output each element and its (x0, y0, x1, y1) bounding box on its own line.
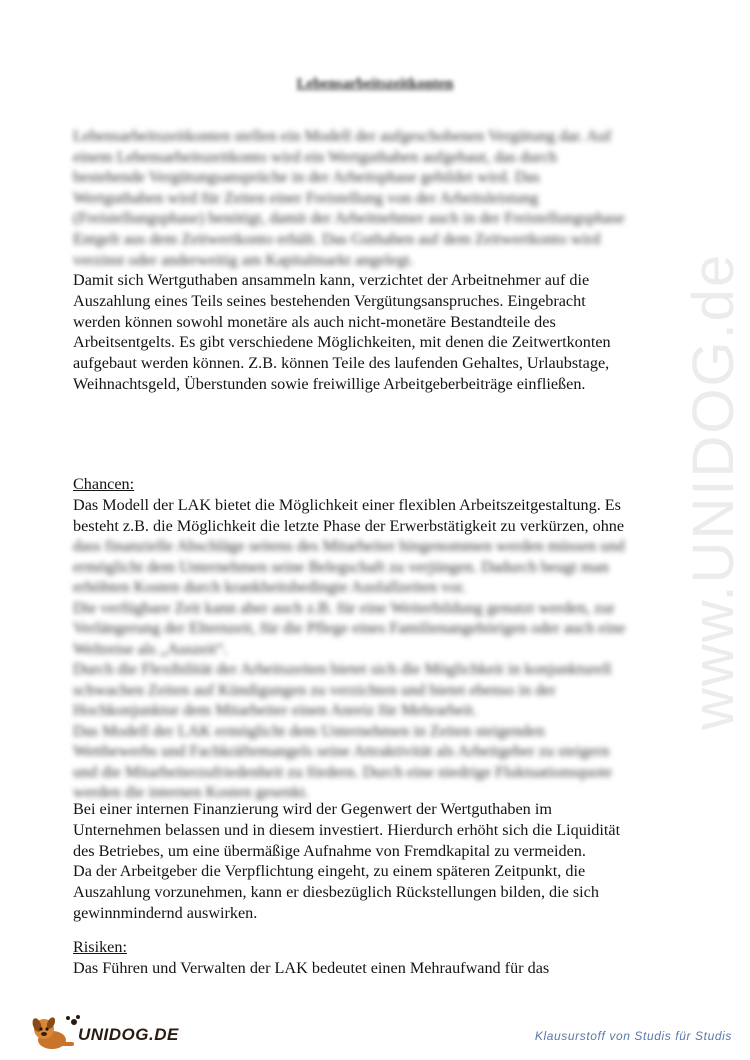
text-line: des Betriebes, um eine übermäßige Aufnahme von Fremdkapital zu vermeiden. (73, 841, 586, 860)
chancen-paragraph-blurred (73, 536, 683, 803)
text-line: werden die internen Kosten gesenkt. (73, 783, 309, 801)
dog-mascot-icon (28, 1012, 80, 1052)
chancen-section (73, 474, 683, 536)
text-line: Bei einer internen Finanzierung wird der Gegenwert der Wertguthaben im (73, 800, 552, 818)
text-line: besteht z.B. die Möglichkeit die letzte Phase der Erwerbstätigkeit zu verkürzen, ohne (73, 516, 625, 535)
text-line: einem Lebensarbeitszeitkonto wird ein Wertguthaben aufgebaut, das durch (73, 147, 557, 166)
text-line: ermöglicht dem Unternehmen seine Belegschaft zu verjüngen. Dadurch beugt man (73, 557, 609, 576)
text-line: Hochkonjunktur dem Mitarbeiter einen Anreiz für Mehrarbeit. (73, 701, 478, 719)
intro-paragraph (73, 270, 683, 395)
text-line: erhöhten Kosten durch krankheitsbedingte Ausfallzeiten vor. (73, 578, 466, 596)
text-line: Verlängerung der Elternzeit, für die Pflege eines Familienangehörigen oder auch eine (73, 619, 626, 637)
chancen-paragraph (73, 799, 683, 924)
text-line: Die verfügbare Zeit kann aber auch z.B. für eine Weiterbildung genutzt werden, zur (73, 598, 615, 617)
text-line: Das Modell der LAK bietet die Möglichkeit einer flexiblen Arbeitszeitgestaltung. Es (73, 495, 621, 514)
text-line: Weltreise als „Auszeit“. (73, 639, 228, 658)
text-line: Entgelt aus dem Zeitwertkonto erhält. Das Guthaben auf dem Zeitwertkonto wird (73, 229, 601, 248)
text-line: gewinnmindernd auswirken. (73, 903, 258, 922)
text-line: werden können sowohl monetäre als auch nicht-monetäre Bestandteile des (73, 312, 556, 331)
risiken-section (73, 937, 683, 979)
text-line: Das Modell der LAK ermöglicht dem Unternehmen in Zeiten steigenden (73, 721, 545, 740)
text-line: schwachen Zeiten auf Kündigungen zu verzichten und bietet ebenso in der (73, 680, 556, 699)
text-line: Wettbewerbs und Fachkräftemangels seine Attraktivität als Arbeitgeber zu steigern (73, 742, 610, 760)
risiken-heading: Risiken: (73, 938, 127, 956)
text-line: Auszahlung vorzunehmen, kann er diesbezüglich Rückstellungen bilden, die sich (73, 883, 599, 902)
text-line: Da der Arbeitgeber die Verpflichtung eingeht, zu einem späteren Zeitpunkt, die (73, 862, 586, 881)
text-line: Wertguthaben wird für Zeiten einer Freistellung von der Arbeitsleistung (73, 188, 539, 207)
chancen-heading: Chancen: (73, 475, 135, 493)
text-line: Damit sich Wertguthaben ansammeln kann, verzichtet der Arbeitnehmer auf die (73, 271, 590, 289)
text-line: (Freistellungsphase) benötigt, damit der Arbeitnehmer auch in der Freistellungsphase (73, 209, 625, 228)
text-line: Auszahlung eines Teils seines bestehenden Vergütungsanspruches. Eingebracht (73, 291, 586, 310)
text-line: Lebensarbeitszeitkonten stellen ein Modell der aufgeschobenen Vergütung dar. Auf (73, 127, 612, 145)
text-line: Arbeitsentgelts. Es gibt verschiedene Möglichkeiten, mit denen die Zeitwertkonten (73, 333, 611, 352)
text-line: und die Mitarbeiterzufriedenheit zu fördern. Durch eine niedrige Fluktuationsquote (73, 762, 612, 781)
text-line: dass finanzielle Abschläge seitens des Mitarbeiter hingenommen werden müssen und (73, 537, 625, 555)
text-line: verzinst oder anderweitig am Kapitalmarkt angelegt. (73, 250, 414, 269)
text-line: Das Führen und Verwalten der LAK bedeutet einen Mehraufwand für das (73, 958, 550, 977)
footer-tagline: Klausurstoff von Studis für Studis (534, 1029, 732, 1043)
document-title: Lebensarbeitszeitkonten (296, 76, 454, 92)
text-line: Durch die Flexibilität der Arbeitszeiten bietet sich die Möglichkeit in konjunkturell (73, 660, 612, 678)
text-line: Weihnachtsgeld, Überstunden sowie freiwillige Arbeitgeberbeiträge einfließen. (73, 374, 586, 393)
watermark-text: www.UNIDOG.de (681, 252, 746, 730)
logo-text: UNIDOG.DE (78, 1025, 179, 1044)
text-line: aufgebaut werden können. Z.B. können Teile des laufenden Gehaltes, Urlaubstage, (73, 354, 610, 373)
intro-paragraph-blurred (73, 126, 683, 270)
text-line: bestehende Vergütungsansprüche in der Arbeitsphase gebildet wird. Das (73, 168, 540, 187)
unidog-logo[interactable] (28, 1012, 188, 1052)
text-line: Unternehmen belassen und in diesem investiert. Hierdurch erhöht sich die Liquidität (73, 820, 621, 839)
